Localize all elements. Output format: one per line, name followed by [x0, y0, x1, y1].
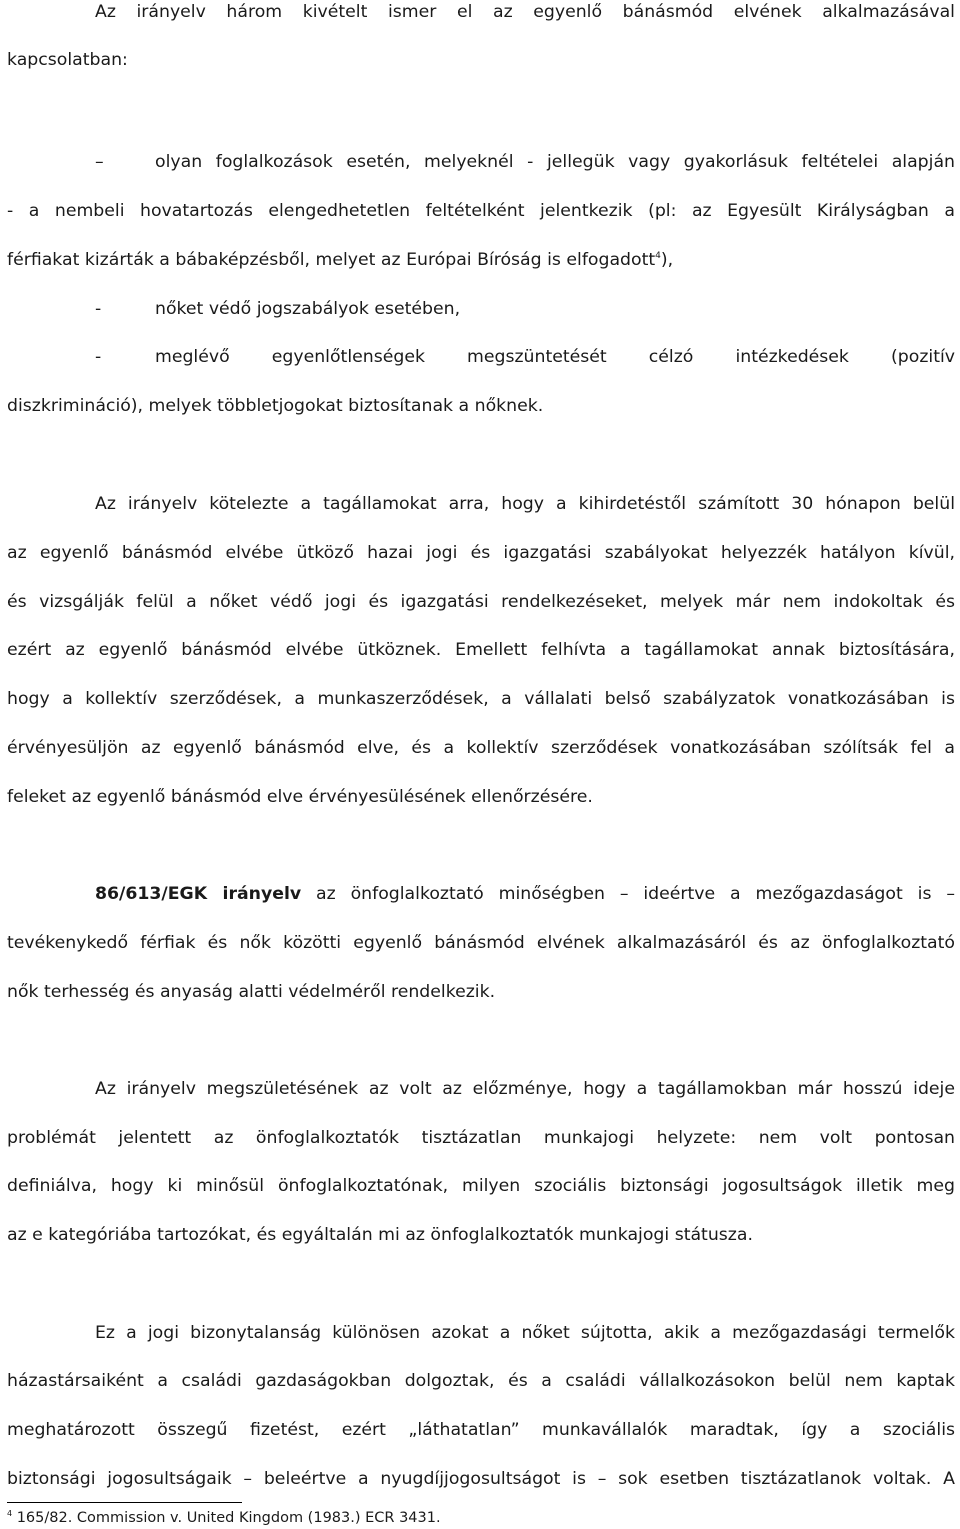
paragraph-3-line-1	[95, 882, 955, 906]
list-item-1-text: férfiakat kizárták a bábaképzésből, melyet az Európai Bíróság is elfogadott	[7, 250, 656, 270]
paragraph-5-line-2: házastársaiként a családi gazdaságokban dolgoztak, és a családi vállalkozásokon belül nem kaptak	[7, 1371, 955, 1391]
paragraph-4-line-3: definiálva, hogy ki minősül önfoglalkoztatónak, milyen szociális biztonsági jogosultságok illetik meg	[7, 1176, 955, 1196]
footnote-text: 165/82. Commission v. United Kingdom (1983.) ECR 3431.	[16, 1510, 441, 1526]
footnote	[7, 1508, 441, 1528]
list-item-1-end: ),	[660, 250, 674, 270]
list-item-2: nőket védő jogszabályok esetében,	[155, 299, 461, 319]
paragraph-2-line-5: hogy a kollektív szerződések, a munkaszerződések, a vállalati belső szabályzatok vonatkozásában is	[7, 689, 955, 709]
footnote-reference[interactable]: 4	[655, 251, 661, 262]
paragraph-2-line-4: ezért az egyenlő bánásmód elvébe ütköznek. Emellett felhívta a tagállamokat annak biztosítására,	[7, 640, 955, 660]
list-bullet-2: -	[95, 299, 102, 319]
paragraph-4-line-1: Az irányelv megszületésének az volt az előzménye, hogy a tagállamokban már hosszú ideje	[95, 1079, 955, 1099]
paragraph-5-line-1: Ez a jogi bizonytalanság különösen azokat a nőket sújtotta, akik a mezőgazdasági termelők	[95, 1323, 955, 1343]
list-bullet-1: –	[95, 152, 104, 172]
paragraph-5-line-4: biztonsági jogosultságaik – beleértve a nyugdíjjogosultságot is – sok esetben tisztázatlanok voltak. A	[7, 1469, 955, 1489]
paragraph-4-line-4: az e kategóriába tartozókat, és egyáltalán mi az önfoglalkoztatók munkajogi státusza.	[7, 1225, 753, 1245]
list-bullet-3: -	[95, 347, 102, 367]
paragraph-1-line-2: kapcsolatban:	[7, 50, 128, 70]
list-item-1-line-1: olyan foglalkozások esetén, melyeknél - jellegük vagy gyakorlásuk feltételei alapján	[155, 152, 955, 172]
paragraph-1-line-1: Az irányelv három kivételt ismer el az egyenlő bánásmód elvének alkalmazásával	[95, 2, 955, 22]
footnote-number: 4	[7, 1509, 13, 1519]
paragraph-4-line-2: problémát jelentett az önfoglalkoztatók tisztázatlan munkajogi helyzete: nem volt pontosan	[7, 1128, 955, 1148]
paragraph-2-line-7: feleket az egyenlő bánásmód elve érvényesülésének ellenőrzésére.	[7, 787, 593, 807]
paragraph-2-line-1: Az irányelv kötelezte a tagállamokat arra, hogy a kihirdetéstől számított 30 hónapon belül	[95, 494, 955, 514]
paragraph-3-line-1-rest: az önfoglalkoztató minőségben – ideértve a mezőgazdaságot is –	[316, 884, 955, 904]
paragraph-2-line-2: az egyenlő bánásmód elvébe ütköző hazai jogi és igazgatási szabályokat helyezzék hatályon kívül,	[7, 543, 955, 563]
list-item-1-line-2: - a nembeli hovatartozás elengedhetetlen feltételként jelentkezik (pl: az Egyesült Királyságban a	[7, 201, 955, 221]
footnote-separator	[7, 1502, 242, 1503]
list-item-3-line-2: diszkrimináció), melyek többletjogokat biztosítanak a nőknek.	[7, 396, 544, 416]
list-item-1-line-3	[7, 248, 955, 272]
paragraph-5-line-3: meghatározott összegű fizetést, ezért „láthatatlan” munkavállalók maradtak, így a szociális	[7, 1420, 955, 1440]
paragraph-3-line-3: nők terhesség és anyaság alatti védelméről rendelkezik.	[7, 982, 496, 1002]
paragraph-2-line-3: és vizsgálják felül a nőket védő jogi és igazgatási rendelkezéseket, melyek már nem indokoltak és	[7, 592, 955, 612]
list-item-3-line-1: meglévő egyenlőtlenségek megszüntetését célzó intézkedések (pozitív	[155, 347, 955, 367]
paragraph-2-line-6: érvényesüljön az egyenlő bánásmód elve, és a kollektív szerződések vonatkozásában szólítsák fel a	[7, 738, 955, 758]
directive-reference: 86/613/EGK irányelv	[95, 884, 302, 904]
paragraph-3-line-2: tevékenykedő férfiak és nők közötti egyenlő bánásmód elvének alkalmazásáról és az önfoglalkoztató	[7, 933, 955, 953]
